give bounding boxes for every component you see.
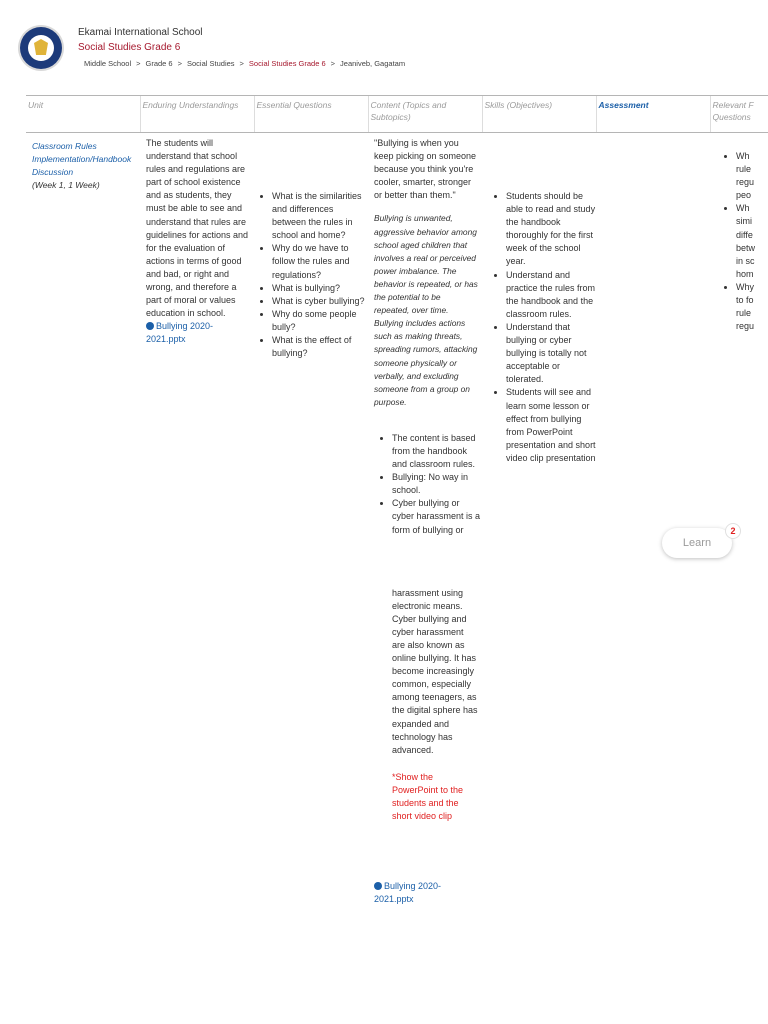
school-logo[interactable]: [20, 27, 62, 69]
list-item: • What is cyber bullying?: [272, 295, 368, 308]
essential-questions-list: [254, 190, 368, 360]
learn-button[interactable]: Learn: [662, 528, 732, 558]
list-item: • Why to fo rule regu: [736, 281, 768, 333]
breadcrumb-item-social-studies[interactable]: Social Studies: [187, 59, 235, 68]
list-item: • Wh simi diffe betw in sc hom: [736, 202, 768, 281]
breadcrumb-item-grade-6[interactable]: Grade 6: [145, 59, 173, 68]
list-item: • Why do some people bully?: [272, 308, 368, 334]
content-cell: [368, 133, 482, 907]
relevant-questions-cell: [710, 133, 768, 907]
breadcrumb-separator: >: [239, 59, 244, 68]
page-header: [0, 0, 768, 80]
column-header-assessment[interactable]: Assessment: [596, 96, 710, 133]
table-row: [26, 133, 768, 907]
list-item: • The content is based from the handbook and classroom rules.: [392, 432, 482, 471]
notification-badge: 2: [725, 523, 741, 539]
breadcrumb-item-course[interactable]: Social Studies Grade 6: [248, 59, 326, 68]
content-note: *Show the PowerPoint to the students and the short video clip: [392, 771, 464, 822]
assessment-cell[interactable]: [596, 133, 710, 907]
list-item: • Students will see and learn some lesson or effect from bullying from PowerPoint presentation and short video clip presentation: [506, 386, 596, 465]
list-item: • What is bullying?: [272, 282, 368, 295]
attachment-link[interactable]: Bullying 2020-2021.pptx: [146, 321, 214, 345]
content-definition: Bullying is unwanted, aggressive behavior among school aged children that involves a real or perceived power imbalance. The behavior is repeated, or has the potential to be repeated, over time. Bullying includes actions such as making threats, spreading rumors, attacking someone physically or verbally, and excluding someone from a group on purpose.: [374, 213, 478, 407]
enduring-attachment[interactable]: [140, 320, 254, 346]
column-header-unit[interactable]: Unit: [26, 96, 140, 133]
list-item: • Understand and practice the rules from the handbook and the classroom rules.: [506, 269, 596, 321]
skills-cell: [482, 133, 596, 907]
column-header-enduring-understandings[interactable]: Enduring Understandings: [140, 96, 254, 133]
breadcrumb-item-teacher[interactable]: Jeaniveb, Gagatam: [340, 59, 406, 68]
paperclip-icon: [146, 322, 154, 330]
school-name[interactable]: Ekamai International School: [78, 27, 203, 38]
list-item: • Understand that bullying or cyber bullying is totally not acceptable or tolerated.: [506, 321, 596, 386]
content-quote: "Bullying is when you keep picking on someone because you think you're cooler, smarter, stronger or better than them.": [374, 138, 477, 201]
list-item: • Bullying: No way in school.: [392, 471, 482, 497]
breadcrumb-separator: >: [136, 59, 141, 68]
list-item: • Why do we have to follow the rules and regulations?: [272, 242, 368, 281]
table-header-row: [26, 96, 768, 133]
relevant-questions-list: [710, 150, 768, 333]
column-header-essential-questions[interactable]: Essential Questions: [254, 96, 368, 133]
column-header-content[interactable]: Content (Topics and Subtopics): [368, 96, 482, 133]
unit-cell: [26, 133, 140, 907]
unit-title-link[interactable]: Classroom Rules Implementation/Handbook Discussion: [32, 141, 132, 177]
list-item: • Students should be able to read and study the handbook thoroughly for the first week of the school year.: [506, 190, 596, 269]
breadcrumb-item-middle-school[interactable]: Middle School: [84, 59, 132, 68]
paperclip-icon: [374, 882, 382, 890]
attachment-link[interactable]: Bullying 2020-2021.pptx: [374, 881, 442, 905]
curriculum-map-table: [26, 95, 768, 906]
column-header-relevant-questions[interactable]: Relevant F Questions: [710, 96, 768, 133]
essential-questions-cell: [254, 133, 368, 907]
content-continuation: harassment using electronic means. Cyber bullying and cyber harassment are also known as online bullying. It has become increasingly common, especially among teenagers, as the digital sphere has expanded and technology has advanced.: [392, 587, 478, 755]
column-header-skills[interactable]: Skills (Objectives): [482, 96, 596, 133]
list-item: • Wh rule regu peo: [736, 150, 768, 202]
content-attachment[interactable]: [368, 823, 482, 906]
breadcrumb-separator: >: [330, 59, 336, 68]
breadcrumb-separator: >: [177, 59, 182, 68]
enduring-text: The students will understand that school rules and regulations are part of school existence and as students, they must be able to see and understand that rules are guidelines for actions and for the evaluation of actions in terms of good and bad, or right and wrong, and therefore a part of moral or values education in school.: [146, 138, 249, 319]
breadcrumb: [84, 59, 409, 68]
list-item: • What is the similarities and differences between the rules in school and home?: [272, 190, 368, 242]
unit-week: (Week 1, 1 Week): [32, 180, 100, 190]
enduring-understandings-cell: [140, 133, 254, 907]
list-item: • What is the effect of bullying?: [272, 334, 368, 360]
content-bullets: [368, 432, 482, 537]
list-item: • Cyber bullying or cyber harassment is a form of bullying or: [392, 497, 482, 536]
course-name[interactable]: Social Studies Grade 6: [78, 42, 181, 53]
skills-list: [482, 190, 596, 465]
